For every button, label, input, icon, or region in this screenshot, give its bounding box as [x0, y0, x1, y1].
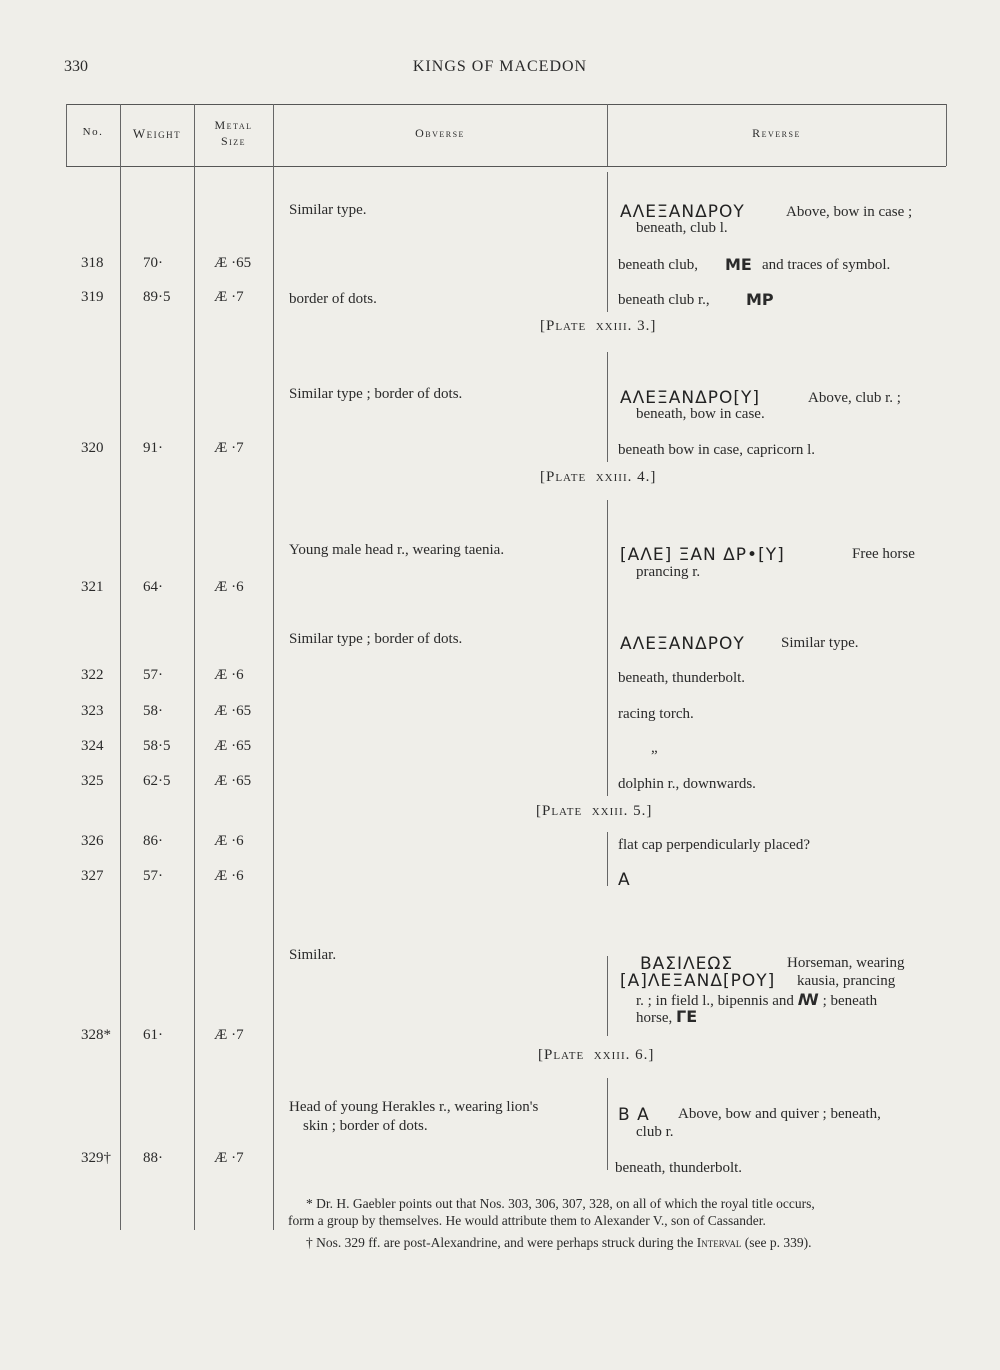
column-rule-weight	[194, 104, 195, 1230]
monogram-icon: ΜΡ	[746, 290, 774, 309]
row-reverse: beneath, thunderbolt.	[618, 670, 746, 686]
row-reverse: dolphin r., downwards.	[618, 776, 756, 792]
page-number: 330	[64, 58, 88, 75]
row-no: 329†	[81, 1150, 111, 1166]
reverse-rule-2	[607, 352, 608, 462]
footnote-1-line-1: * Dr. H. Gaebler points out that Nos. 303, 306, 307, 328, on all of which the royal title occurs,	[306, 1196, 815, 1211]
reverse-rule-1	[607, 172, 608, 312]
obverse-group-6b: skin ; border of dots.	[303, 1118, 428, 1134]
header-bottom-rule	[66, 166, 946, 167]
row-weight: 57·	[143, 868, 163, 884]
reverse-text-group-5c: r. ; in field l., bipennis and ꟿ ; beneath	[636, 990, 878, 1009]
reverse-rule-6	[607, 1078, 608, 1170]
row-metal: Æ ·7	[214, 1150, 244, 1166]
obverse-group-1: Similar type.	[289, 202, 367, 218]
row-reverse: racing torch.	[618, 706, 694, 722]
header-size: Size	[220, 134, 247, 148]
row-no: 324	[81, 738, 104, 754]
row-metal: Æ ·6	[214, 579, 244, 595]
row-no: 328*	[81, 1027, 111, 1043]
reverse-text-group-6b: club r.	[636, 1124, 674, 1140]
reverse-text-group-3b: prancing r.	[636, 564, 701, 580]
row-weight: 91·	[143, 440, 163, 456]
row-metal: Æ ·65	[214, 773, 252, 789]
reverse-legend-group-4: ΑΛΕΞΑΝΔΡΟΥ	[620, 634, 745, 654]
row-weight: 64·	[143, 579, 163, 595]
row-weight: 70·	[143, 255, 163, 271]
row-reverse: beneath club,	[618, 257, 698, 273]
reverse-rule-4	[607, 832, 608, 886]
reverse-text-group-1: Above, bow in case ;	[786, 204, 913, 220]
row-no: 323	[81, 703, 104, 719]
reverse-text-group-3: Free horse	[852, 546, 915, 562]
column-rule-metal	[273, 104, 274, 1230]
header-weight: Weight	[132, 126, 182, 141]
plate-reference: [Plate xxiii. 3.]	[540, 318, 657, 334]
plate-reference: [Plate xxiii. 5.]	[536, 803, 653, 819]
row-weight: 86·	[143, 833, 163, 849]
row-no: 319	[81, 289, 104, 305]
row-weight: 88·	[143, 1150, 163, 1166]
row-metal: Æ ·6	[214, 833, 244, 849]
obverse-group-5: Similar.	[289, 947, 337, 963]
reverse-text-group-2b: beneath, bow in case.	[636, 406, 765, 422]
row-weight: 62·5	[143, 773, 171, 789]
reverse-text-group-6: Above, bow and quiver ; beneath,	[678, 1106, 881, 1122]
reverse-legend-group-5a: ΒΑΣΙΛΕΩΣ	[640, 954, 734, 974]
column-rule-right	[946, 104, 947, 166]
monogram-icon: ꟿ	[797, 990, 819, 1009]
row-weight: 58·	[143, 703, 163, 719]
row-no: 320	[81, 440, 104, 456]
footnote-2: † Nos. 329 ff. are post-Alexandrine, and were perhaps struck during the Interval (see p. 339).	[306, 1235, 812, 1250]
row-metal: Æ ·7	[214, 289, 244, 305]
header-reverse: Reverse	[752, 126, 801, 140]
reverse-legend-group-1: ΑΛΕΞΑΝΔΡΟΥ	[620, 202, 745, 222]
reverse-legend-group-6: Β Α	[618, 1105, 650, 1125]
footnote-1-line-2: form a group by themselves. He would attribute them to Alexander V., son of Cassander.	[288, 1213, 766, 1228]
plate-reference: [Plate xxiii. 4.]	[540, 469, 657, 485]
row-reverse-after: and traces of symbol.	[762, 257, 891, 273]
row-reverse: beneath, thunderbolt.	[615, 1160, 743, 1176]
row-weight: 58·5	[143, 738, 171, 754]
monogram-icon: ΜΕ	[725, 255, 752, 274]
reverse-legend-group-5b: [Α]ΛΕΞΑΝΔ[ΡΟΥ]	[620, 971, 776, 991]
reverse-text-group-1b: beneath, club l.	[636, 220, 728, 236]
row-metal: Æ ·65	[214, 703, 252, 719]
reverse-rule-3	[607, 500, 608, 796]
row-metal: Æ ·65	[214, 255, 252, 271]
reverse-legend-group-2: ΑΛΕΞΑΝΔΡΟ[Υ]	[620, 388, 760, 408]
row-no: 326	[81, 833, 104, 849]
row-weight: 61·	[143, 1027, 163, 1043]
row-no: 327	[81, 868, 104, 884]
row-metal: Æ ·6	[214, 868, 244, 884]
obverse-group-2: Similar type ; border of dots.	[289, 386, 463, 402]
obverse-group-4: Similar type ; border of dots.	[289, 631, 463, 647]
reverse-text-group-5b: kausia, prancing	[797, 973, 896, 989]
row-reverse: flat cap perpendicularly placed?	[618, 837, 810, 853]
row-metal: Æ ·6	[214, 667, 244, 683]
header-metal: Metal	[214, 118, 253, 132]
row-no: 322	[81, 667, 104, 683]
row-metal: Æ ·7	[214, 1027, 244, 1043]
row-metal: Æ ·7	[214, 440, 244, 456]
plate-reference: [Plate xxiii. 6.]	[538, 1047, 655, 1063]
reverse-text-group-5d: horse, ΓΕ	[636, 1007, 698, 1026]
obverse-group-6: Head of young Herakles r., wearing lion's	[289, 1099, 539, 1115]
reverse-text-group-2: Above, club r. ;	[808, 390, 901, 406]
reverse-text-group-5a: Horseman, wearing	[787, 955, 905, 971]
row-no: 325	[81, 773, 104, 789]
row-obverse: border of dots.	[289, 291, 377, 307]
monogram-icon: ΓΕ	[676, 1007, 698, 1026]
table-top-rule	[66, 104, 946, 105]
row-no: 321	[81, 579, 104, 595]
reverse-legend-group-3: [ΑΛΕ] ΞΑΝ ΔΡ•[Υ]	[620, 545, 785, 565]
obverse-group-3: Young male head r., wearing taenia.	[289, 542, 505, 558]
row-reverse-letter: Α	[618, 870, 631, 890]
reverse-rule-5	[607, 956, 608, 1036]
header-no: No.	[82, 126, 104, 138]
running-head: KINGS OF MACEDON	[412, 58, 588, 75]
row-weight: 89·5	[143, 289, 171, 305]
header-obverse: Obverse	[415, 126, 465, 140]
row-no: 318	[81, 255, 104, 271]
row-reverse: beneath bow in case, capricorn l.	[618, 442, 815, 458]
row-metal: Æ ·65	[214, 738, 252, 754]
reverse-text-group-4: Similar type.	[781, 635, 859, 651]
row-reverse: beneath club r.,	[618, 292, 710, 308]
row-weight: 57·	[143, 667, 163, 683]
row-reverse-ditto: „	[651, 740, 658, 756]
column-rule-no	[120, 104, 121, 1230]
